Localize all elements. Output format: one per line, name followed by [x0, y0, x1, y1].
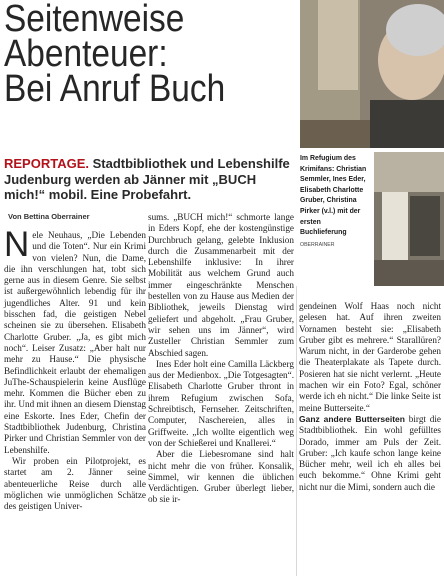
paragraph-text: ele Neuhaus, „Die Lebenden und die Toten“. Nur ein Krimi von vielen? Nun, die Dame, die ihn verschlungen hat, tobt sich gerne aus in diesem Genre. Sie selbst ist außergewöhnlich lebendig für ihr jugendliches Alter. 91 und kein bisschen fad, die geistigen Nebel scheinen sie zu übersehen. Elisabeth Charlotte Gruber. „Ja, es gibt mich noch“. Leiser Zusatz: „Aber halt nur mehr zu Hause.“ Die physische Befindlichkeit erlaubt der ehemaligen JuThe-Schauspielerin keine Ausflüge mehr. Kommen die Bücher eben zu ihr. Und mit ihnen an diesem Dienstag eine Eskorte. Ines Eder, Chefin der Stadtbibliothek Judenburg, Christina Pirker und Christian Semmler von der Lebenshilfe.	[4, 230, 146, 455]
photo-caption-text: Im Refugium des Krimifans: Christian Semmler, Ines Eder, Elisabeth Charlotte Gruber, Christina Pirker (v.l.) mit der ersten Buchlieferung	[300, 153, 367, 237]
photo-image	[300, 0, 444, 148]
byline: Von Bettina Oberrainer	[8, 212, 90, 221]
article-column-2	[148, 212, 294, 506]
headline-line-1: Seitenweise	[4, 0, 185, 40]
article-paragraph: gendeinen Wolf Haas noch nicht gelesen hat. Auf ihren zweiten Vornamen besteht sie: „Elisabeth Gruber gibt es mehrere.“ Starallüren? Warum nicht, in der Garderobe gehen die Theaterplakate als Tapete durch. Posieren hat sie nicht verlernt. „Heute machen wir ein Foto? Egal, schöner werde ich eh nicht.“ Die linke Seite ist meine Butterseite.“	[299, 301, 441, 413]
lead-kicker: REPORTAGE.	[4, 156, 89, 171]
paragraph-text: birgt die Stadtbibliothek. Ein wohl gefülltes Dorado, immer am Puls der Zeit. Gruber: „Ich kaufe schon lange keine Bücher mehr, weil ich eh alles bei euch bekomme.“ Ohne Krimi geht nicht nur die Mimi, sondern auch die	[299, 413, 441, 492]
article-paragraph: Aber die Liebesromane sind halt nicht mehr die von früher. Konsalik, Simmel, wir kennen die üblichen Verdächtigen. Gruber überlegt lieber, ob sie ir-	[148, 449, 294, 505]
article-lead	[4, 156, 300, 203]
article-paragraph: Wir proben ein Pilotprojekt, es startet am 2. Jänner seine abenteuerliche Reise durch alle möglichen wie unmöglichen Schätze des geistigen Univer-	[4, 455, 146, 512]
headline-line-2: Abenteuer:	[4, 33, 168, 75]
article-subhead: Ganz andere Butterseiten	[299, 413, 405, 424]
photo-detail-image	[374, 152, 444, 286]
drop-cap: N	[4, 225, 30, 264]
headline-line-3: Bei Anruf Buch	[4, 68, 226, 110]
article-photo-detail	[374, 152, 444, 286]
article-paragraph	[299, 414, 441, 493]
photo-credit: OBERRAINER	[300, 241, 335, 248]
article-column-3	[299, 301, 441, 493]
column-divider	[296, 286, 297, 576]
article-paragraph	[4, 225, 146, 456]
article-paragraph: Ines Eder holt eine Camilla Läckberg aus der Medienbox. „Die Totgesagten“. Elisabeth Charlotte Gruber thront in ihrem Refugium zwischen Sofa, Schreibtisch, Fernseher. Zeitschriften, Computer, Naschereien, alles in Griffweite. „Ich wollte eigentlich weg von der Schießerei und Knallerei.“	[148, 358, 294, 448]
photo-caption	[300, 153, 368, 250]
lead-text: Stadtbibliothek und Lebenshilfe Judenburg werden ab Jänner mit „BUCH mich!“ mobil. Eine Probefahrt.	[4, 156, 290, 202]
article-column-1	[4, 225, 146, 512]
headline	[4, 0, 268, 110]
article-photo	[300, 0, 444, 148]
article-paragraph: sums. „BUCH mich!“ schmorte lange in Eders Kopf, ehe der kostengünstige Durchbruch gelang, gelebte Inklusion durch die Zusammenarbeit mit der Lebenshilfe inklusive: In ihrer Mobilität aus welchem Grund auch immer eingeschränkte Menschen bestellen von zu Hause aus Medien der Bibliothek, jeweils Dienstag wird geliefert und abgeholt. „Frau Gruber, wir sehen uns im Jänner“, wird Zusteller Christian Semmler zum Abschied sagen.	[148, 212, 294, 358]
